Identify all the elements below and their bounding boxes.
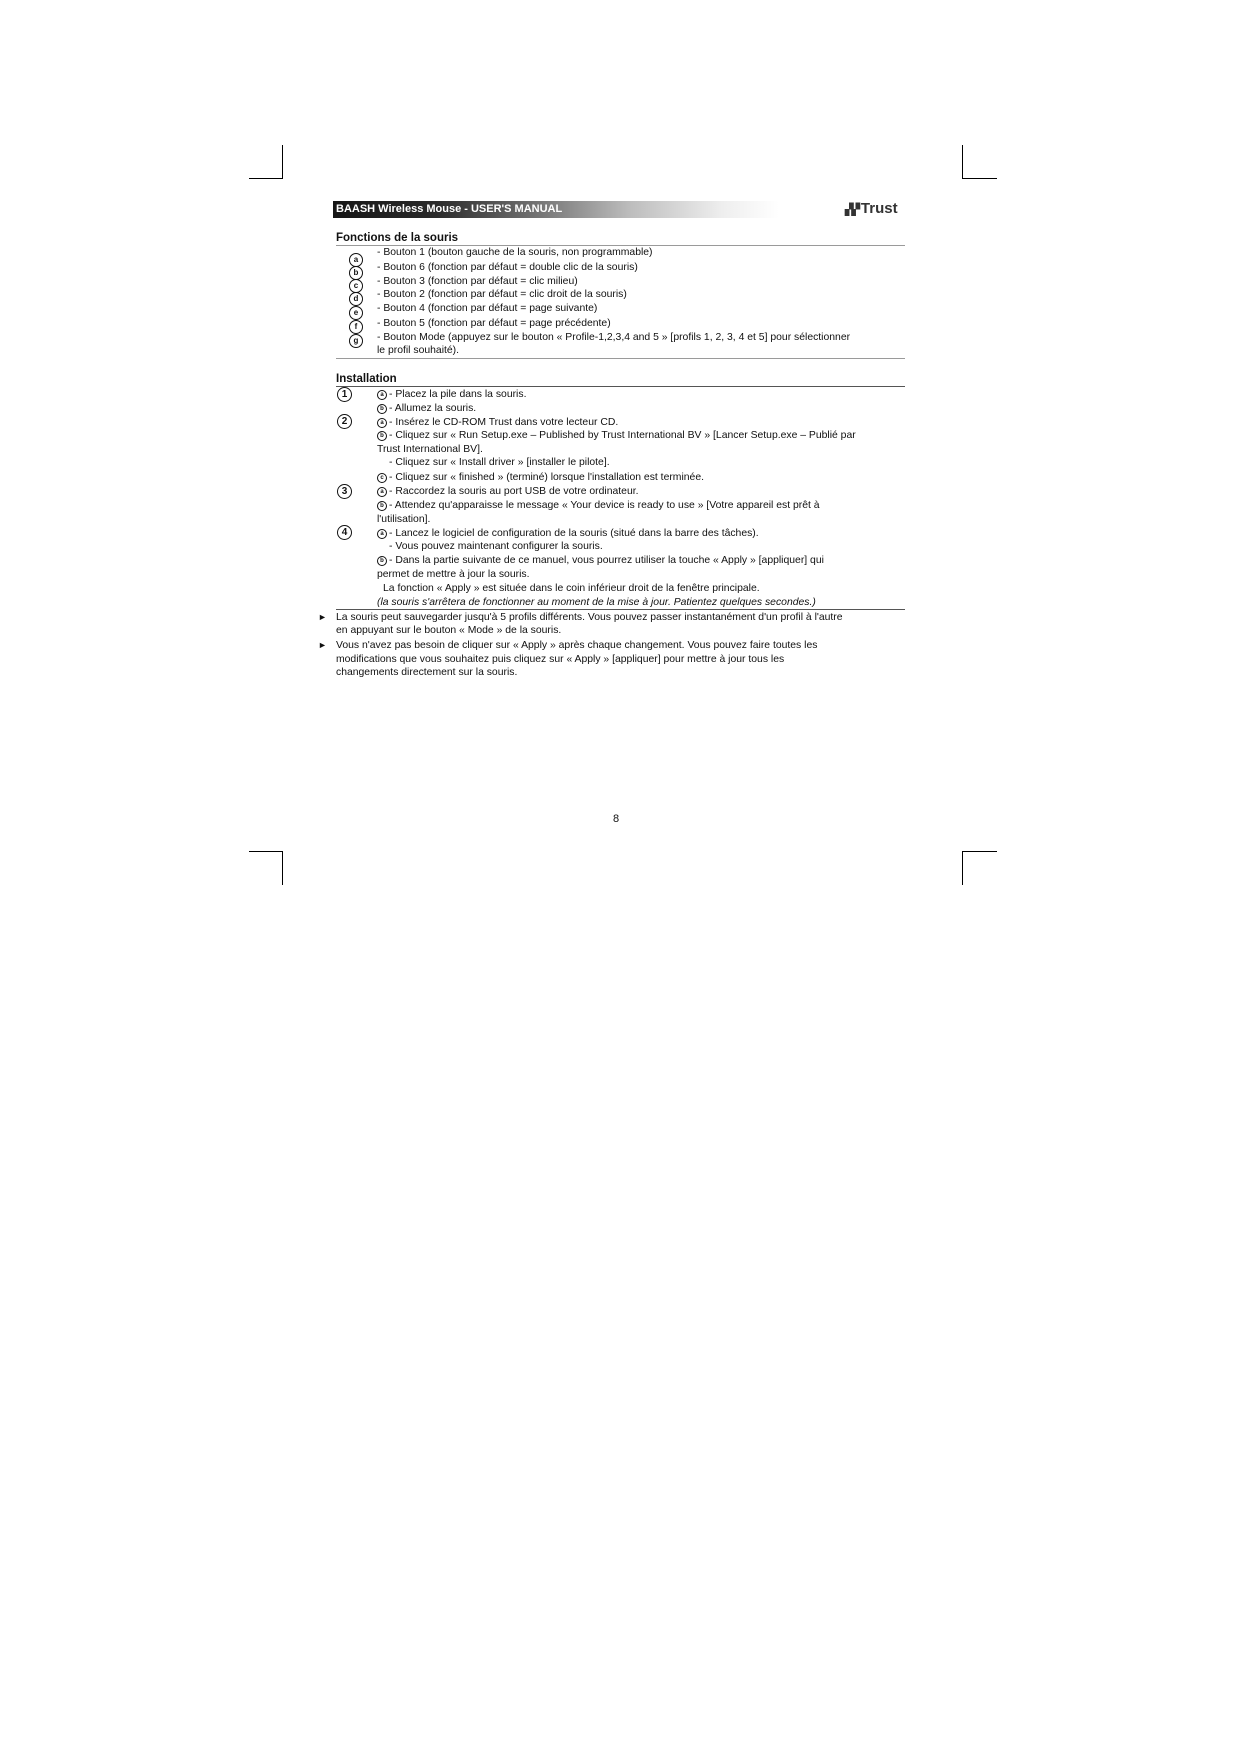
section-title-installation: Installation (336, 373, 397, 385)
substep-b-icon: b (377, 556, 387, 566)
note-line: en appuyant sur le bouton « Mode » de la souris. (336, 625, 562, 636)
substep-a-icon: a (377, 529, 387, 539)
install-line: - Cliquez sur « Run Setup.exe – Published by Trust International BV » [Lancer Setup.exe – Publié par (389, 430, 856, 441)
crop-mark-top-left (249, 178, 283, 179)
install-line: - Insérez le CD-ROM Trust dans votre lecteur CD. (389, 417, 619, 428)
function-item: - Bouton 2 (fonction par défaut = clic droit de la souris) (377, 289, 627, 300)
substep-a-icon: a (377, 418, 387, 428)
function-item: - Bouton 1 (bouton gauche de la souris, non programmable) (377, 247, 653, 258)
crop-mark-top-right (962, 145, 963, 179)
marker-d-icon: d (349, 292, 363, 306)
install-line: - Allumez la souris. (389, 403, 477, 414)
install-note-italic: (la souris s'arrêtera de fonctionner au moment de la mise à jour. Patientez quelques secondes.) (377, 597, 816, 608)
note-line: La souris peut sauvegarder jusqu'à 5 profils différents. Vous pouvez passer instantanément d'un profil à l'autre (336, 612, 843, 623)
step-1-icon: 1 (337, 387, 352, 402)
install-line: Trust International BV]. (377, 444, 483, 455)
substep-a-icon: a (377, 487, 387, 497)
note-line: Vous n'avez pas besoin de cliquer sur « Apply » après chaque changement. Vous pouvez faire toutes les (336, 640, 818, 651)
section-rule (336, 386, 905, 387)
function-item: - Bouton 6 (fonction par défaut = double clic de la souris) (377, 262, 638, 273)
install-line: La fonction « Apply » est située dans le coin inférieur droit de la fenêtre principale. (383, 583, 760, 594)
section-rule (336, 609, 905, 610)
function-item: - Bouton 4 (fonction par défaut = page suivante) (377, 303, 598, 314)
crop-mark-bottom-right (962, 851, 997, 852)
header-bar (333, 201, 905, 218)
note-line: changements directement sur la souris. (336, 667, 518, 678)
step-2-icon: 2 (337, 414, 352, 429)
substep-b-icon: b (377, 404, 387, 414)
function-item: - Bouton Mode (appuyez sur le bouton « Profile-1,2,3,4 and 5 » [profils 1, 2, 3, 4 et 5] pour sélectionner (377, 332, 851, 343)
install-line: - Lancez le logiciel de configuration de la souris (situé dans la barre des tâches). (389, 528, 759, 539)
install-line: - Attendez qu'apparaisse le message « Your device is ready to use » [Votre appareil est prêt à (389, 500, 820, 511)
function-item: - Bouton 5 (fonction par défaut = page précédente) (377, 318, 611, 329)
install-line: - Placez la pile dans la souris. (389, 389, 527, 400)
trust-logo-icon: ▞▞ (845, 204, 858, 216)
marker-f-icon: f (349, 320, 363, 334)
install-line: - Vous pouvez maintenant configurer la souris. (389, 541, 603, 552)
marker-a-icon: a (349, 253, 363, 267)
section-title-functions: Fonctions de la souris (336, 232, 459, 244)
marker-b-icon: b (349, 266, 363, 280)
function-item-continuation: le profil souhaité). (377, 345, 460, 356)
manual-title: BAASH Wireless Mouse - USER'S MANUAL (336, 203, 563, 215)
section-rule (336, 358, 905, 359)
substep-a-icon: a (377, 390, 387, 400)
bullet-arrow-icon: ► (318, 640, 327, 650)
install-line: - Cliquez sur « finished » (terminé) lorsque l'installation est terminée. (389, 472, 704, 483)
step-4-icon: 4 (337, 525, 352, 540)
crop-mark-top-left (282, 145, 283, 179)
install-line: - Cliquez sur « Install driver » [installer le pilote]. (389, 457, 610, 468)
bullet-arrow-icon: ► (318, 612, 327, 622)
install-line: - Raccordez la souris au port USB de votre ordinateur. (389, 486, 639, 497)
crop-mark-bottom-left (249, 851, 283, 852)
trust-logo-text: Trust (860, 200, 898, 217)
step-3-icon: 3 (337, 484, 352, 499)
substep-b-icon: b (377, 501, 387, 511)
function-item: - Bouton 3 (fonction par défaut = clic milieu) (377, 276, 578, 287)
marker-c-icon: c (349, 279, 363, 293)
substep-c-icon: c (377, 473, 387, 483)
trust-logo (845, 200, 898, 219)
marker-g-icon: g (349, 334, 363, 348)
install-line: - Dans la partie suivante de ce manuel, vous pourrez utiliser la touche « Apply » [appliquer] qui (389, 555, 824, 566)
install-line: permet de mettre à jour la souris. (377, 569, 530, 580)
install-line: l'utilisation]. (377, 514, 431, 525)
note-line: modifications que vous souhaitez puis cliquez sur « Apply » [appliquer] pour mettre à jour tous les (336, 654, 785, 665)
marker-e-icon: e (349, 306, 363, 320)
crop-mark-bottom-right (962, 851, 963, 885)
crop-mark-top-right (962, 178, 997, 179)
crop-mark-bottom-left (282, 851, 283, 885)
substep-b-icon: b (377, 431, 387, 441)
page-number: 8 (613, 813, 620, 825)
